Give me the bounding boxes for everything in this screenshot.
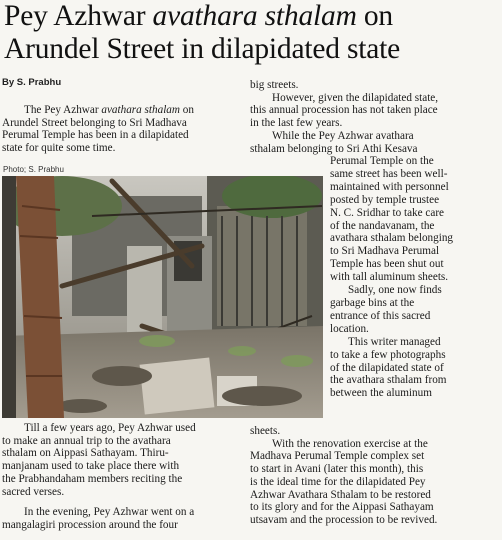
photo-credit: Photo; S. Prabhu [3,165,64,174]
right-column-top: big streets. However, given the dilapidated state, this annual procession has not taken place in the last few years. While the Pey Azhwar avathara sthalam belonging to Sri Athi Kesava [250,79,439,155]
headline-part1-end: on [356,0,393,32]
byline: By S. Prabhu [2,77,62,88]
headline-part1: Pey Azhwar [4,0,153,32]
right-column-narrow: Perumal Temple on the same street has been well- maintained with personnel posted by temple trustee N. C. Sridhar to take care of the nandavanam, the avathara sthalam belonging to Sri Madhava Perumal Temple has been shut out with tall aluminum sheets. Sadly, one now finds garbage bins at the entrance of this sacred location. This writer managed to take a few photographs of the dilapidated state of the avathara sthalam from between the aluminum [330,155,454,400]
headline-line2: Arundel Street in dilapidated state [4,33,401,65]
right-column-bottom: sheets. With the renovation exercise at the Madhava Perumal Temple complex set to start in Avani (later this month), this is the ideal time for the dilapidated Pey Azhwar Avathara Sthalam to be restored to its glory and for the Aippasi Sathayam utsavam and the procession to be revived. [250,425,438,526]
ruins-photo [2,176,323,418]
headline [4,0,500,66]
headline-italic: avathara sthalam [152,0,357,32]
left-paragraph-1: The Pey Azhwar avathara sthalam on Arundel Street belonging to Sri Madhava Perumal Temple has been in a dilapidated state for quite some time. [2,104,194,155]
left-paragraph-3: In the evening, Pey Azhwar went on a mangalagiri procession around the four [2,506,195,531]
left-paragraph-2: Till a few years ago, Pey Azhwar used to make an annual trip to the avathara sthalam on Aippasi Sathayam. Thiru- manjanam used to take place there with the Prabhandaham members reciting the sacred verses. [2,422,196,498]
